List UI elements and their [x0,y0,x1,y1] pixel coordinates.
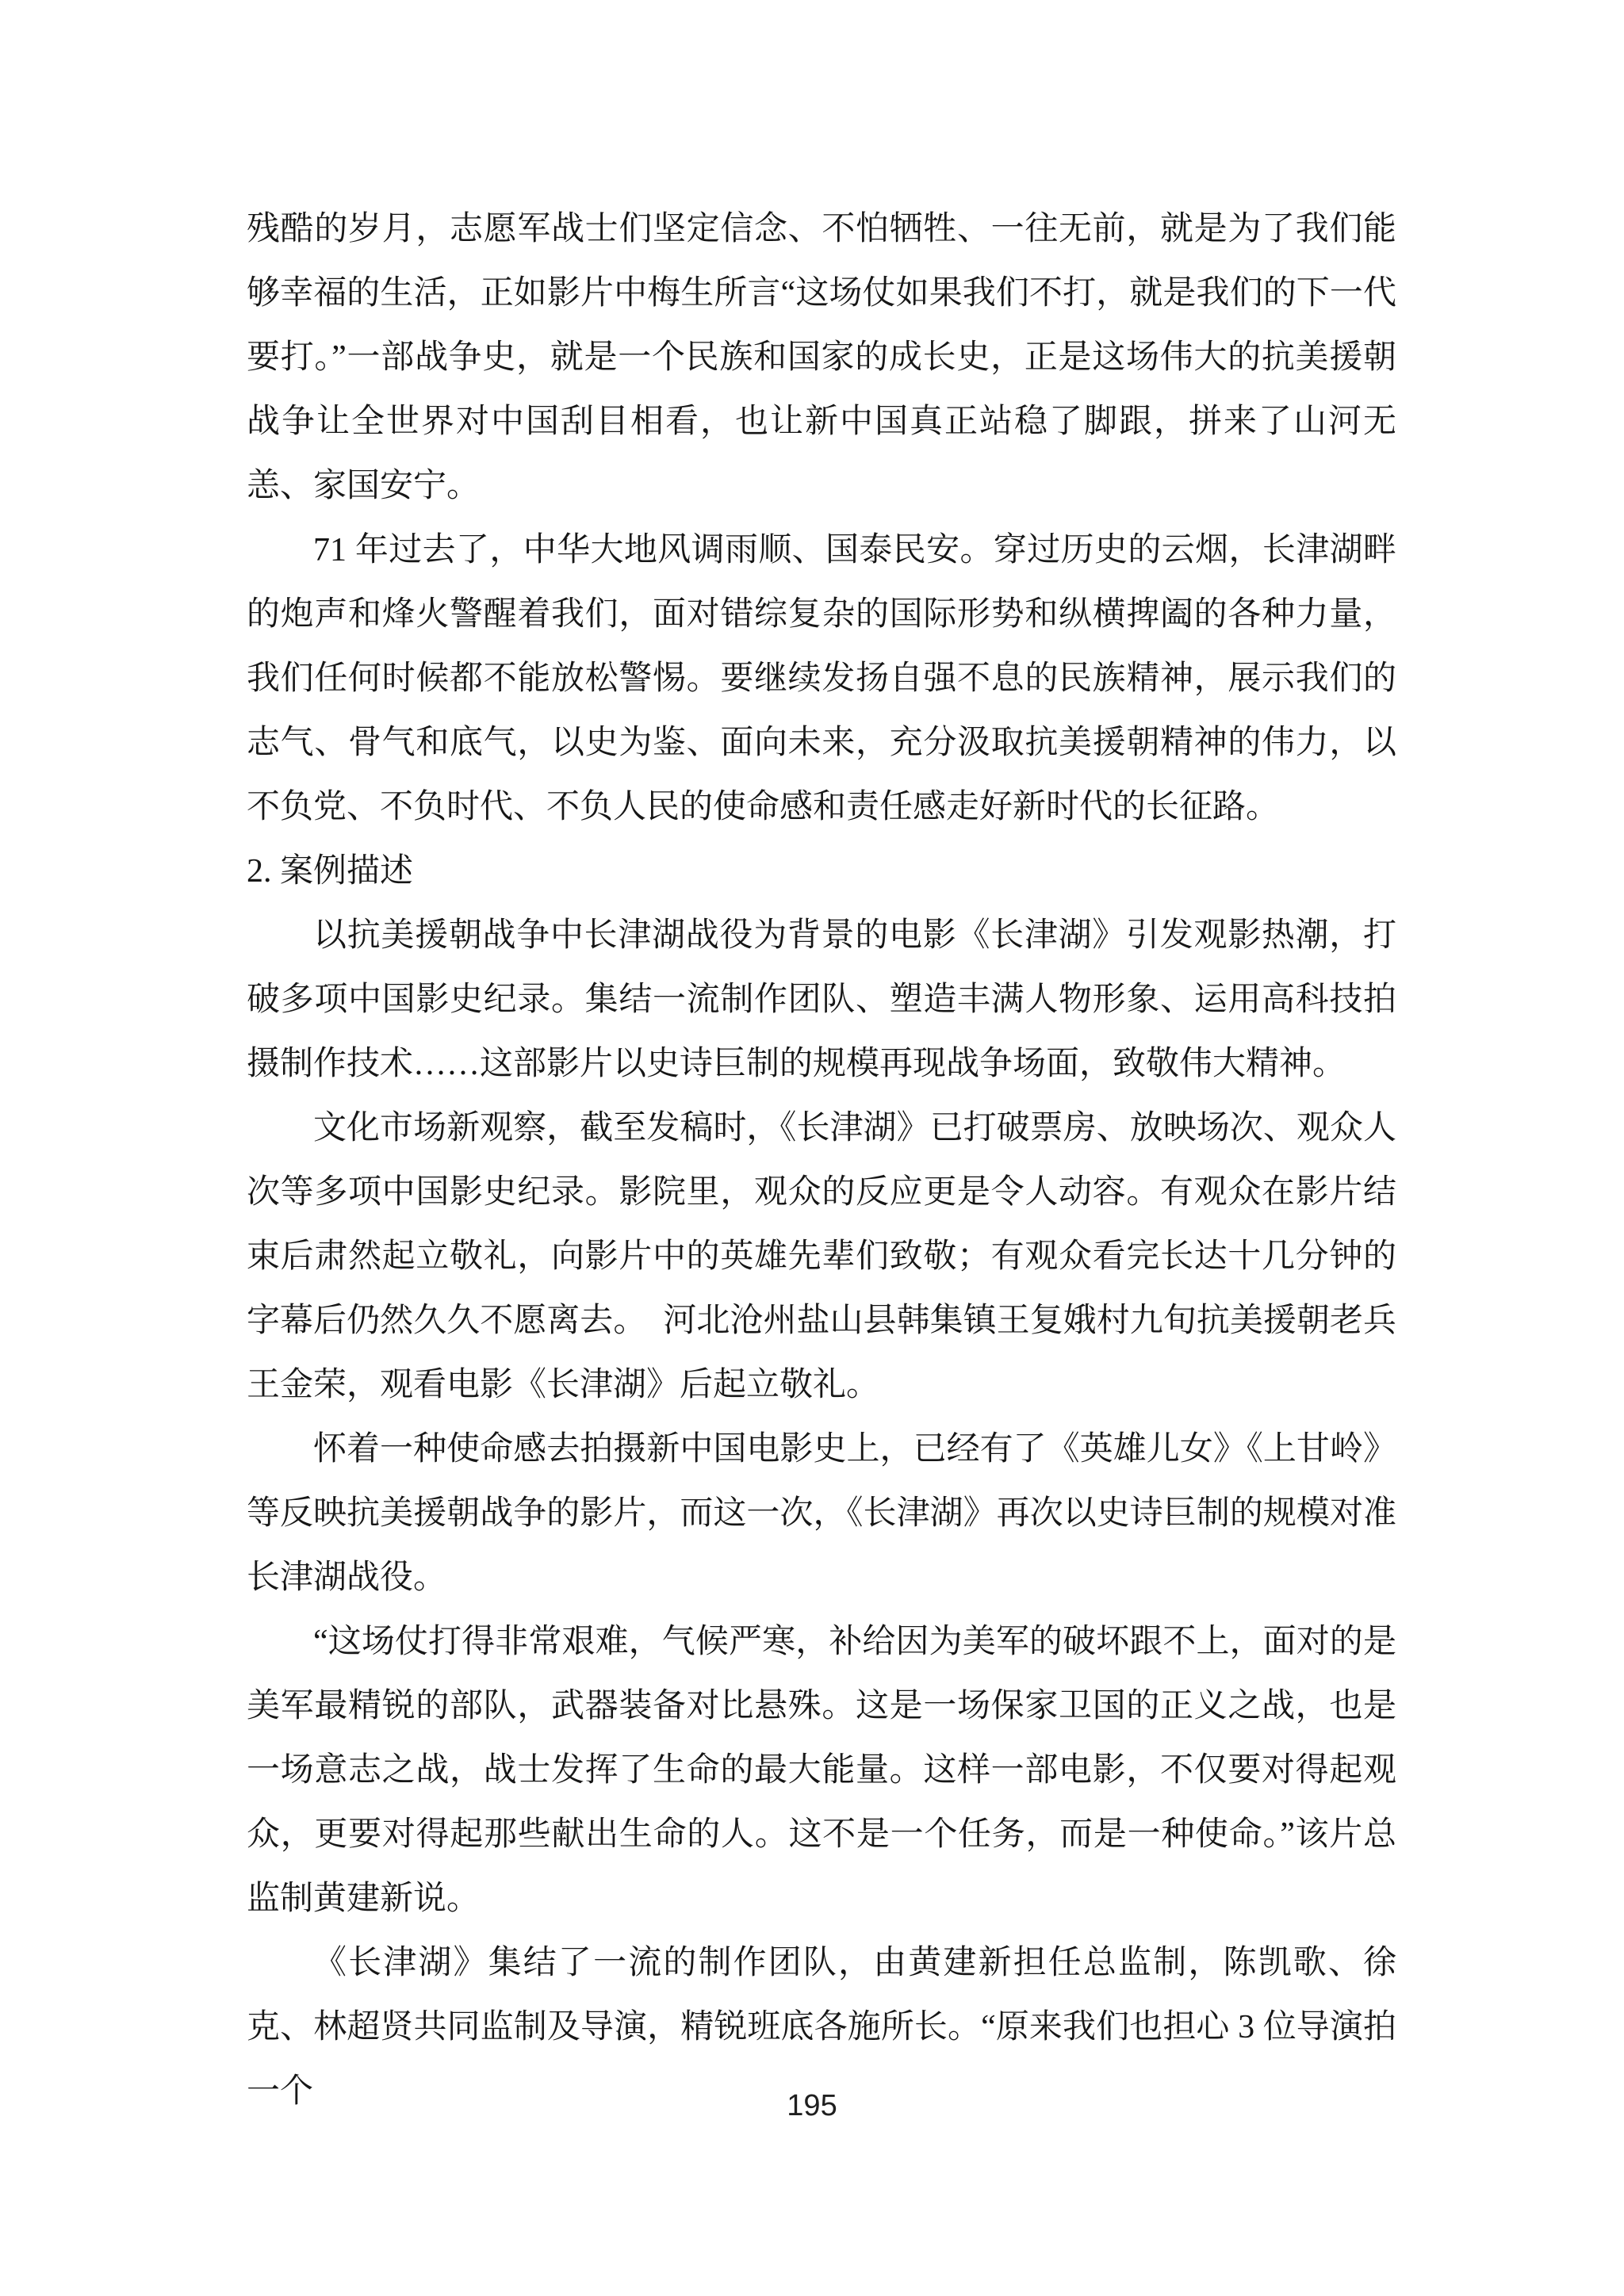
section-heading-case-description: 2. 案例描述 [247,853,414,890]
page-number: 195 [787,2089,837,2122]
body-paragraph: 怀着一种使命感去拍摄新中国电影史上，已经有了《英雄儿女》《上甘岭》等反映抗美援朝战争的影片，而这一次，《长津湖》再次以史诗巨制的规模对准长津湖战役。 [247,1431,1396,1596]
body-paragraph-continuation: 残酷的岁月，志愿军战士们坚定信念、不怕牺牲、一往无前，就是为了我们能够幸福的生活，正如影片中梅生所言“这场仗如果我们不打，就是我们的下一代要打。”一部战争史，就是一个民族和国家的成长史，正是这场伟大的抗美援朝战争让全世界对中国刮目相看，也让新中国真正站稳了脚跟，拼来了山河无恙、家国安宁。 [247,211,1396,504]
text-block [247,197,1396,2124]
body-paragraph: 以抗美援朝战争中长津湖战役为背景的电影《长津湖》引发观影热潮，打破多项中国影史纪录。集结一流制作团队、塑造丰满人物形象、运用高科技拍摄制作技术……这部影片以史诗巨制的规模再现战争场面，致敬伟大精神。 [247,917,1396,1082]
body-paragraph: 71 年过去了，中华大地风调雨顺、国泰民安。穿过历史的云烟，长津湖畔的炮声和烽火警醒着我们，面对错综复杂的国际形势和纵横捭阖的各种力量，我们任何时候都不能放松警惕。要继续发扬自强不息的民族精神，展示我们的志气、骨气和底气，以史为鉴、面向未来，充分汲取抗美援朝精神的伟力，以不负党、不负时代、不负人民的使命感和责任感走好新时代的长征路。 [247,532,1396,825]
body-paragraph: 《长津湖》集结了一流的制作团队，由黄建新担任总监制，陈凯歌、徐克、林超贤共同监制及导演，精锐班底各施所长。“原来我们也担心 3 位导演拍一个 [247,1945,1396,2110]
body-paragraph: “这场仗打得非常艰难，气候严寒，补给因为美军的破坏跟不上，面对的是美军最精锐的部队，武器装备对比悬殊。这是一场保家卫国的正义之战，也是一场意志之战，战士发挥了生命的最大能量。这样一部电影，不仅要对得起观众，更要对得起那些献出生命的人。这不是一个任务，而是一种使命。”该片总监制黄建新说。 [247,1624,1396,1917]
body-paragraph: 文化市场新观察，截至发稿时，《长津湖》已打破票房、放映场次、观众人次等多项中国影史纪录。影院里，观众的反应更是令人动容。有观众在影片结束后肃然起立敬礼，向影片中的英雄先辈们致敬；有观众看完长达十几分钟的字幕后仍然久久不愿离去。 河北沧州盐山县韩集镇王复娥村九旬抗美援朝老兵王金荣，观看电影《长津湖》后起立敬礼。 [247,1110,1396,1403]
